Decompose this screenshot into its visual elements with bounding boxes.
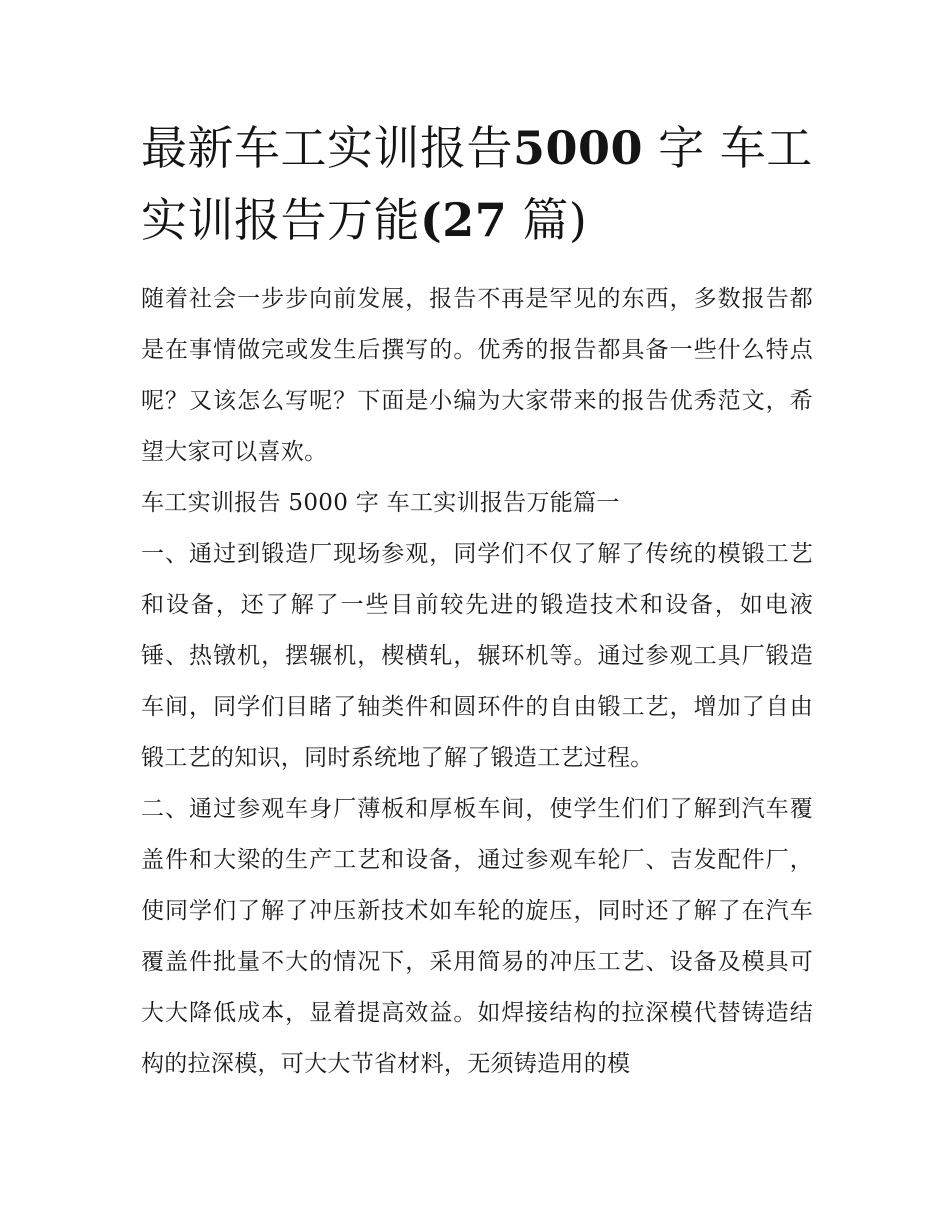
title-part-3: 篇) — [522, 193, 588, 247]
document-title — [141, 112, 813, 256]
title-part-2: 字 车工实训报告万能 — [141, 121, 813, 247]
title-count: (27 — [420, 193, 508, 247]
section-heading: 车工实训报告 5000 字 车工实训报告万能篇一 — [141, 490, 620, 516]
document-page — [141, 112, 813, 1090]
body-paragraph-1: 一、通过到锻造厂现场参观，同学们不仅了解了传统的模锻工艺和设备，还了解了一些目前较先进的锻造技术和设备，如电液锤、热镦机，摆辗机，楔横轧，辗环机等。通过参观工具厂锻造车间，同学们目睹了轴类件和圆环件的自由锻工艺，增加了自由锻工艺的知识，同时系统地了解了锻造工艺过程。 — [141, 541, 813, 771]
title-part-1: 最新车工实训报告 — [141, 121, 513, 175]
title-number: 5000 — [513, 121, 644, 175]
intro-paragraph: 随着社会一步步向前发展，报告不再是罕见的东西，多数报告都是在事情做完或发生后撰写的。优秀的报告都具备一些什么特点呢？又该怎么写呢？下面是小编为大家带来的报告优秀范文，希望大家可以喜欢。 — [141, 286, 813, 465]
body-paragraph-2: 二、通过参观车身厂薄板和厚板车间，使学生们们了解到汽车覆盖件和大梁的生产工艺和设备，通过参观车轮厂、吉发配件厂，使同学们了解了冲压新技术如车轮的旋压，同时还了解了在汽车覆盖件批量不大的情况下，采用简易的冲压工艺、设备及模具可大大降低成本，显着提高效益。如焊接结构的拉深模代替铸造结构的拉深模，可大大节省材料，无须铸造用的模 — [141, 796, 813, 1077]
